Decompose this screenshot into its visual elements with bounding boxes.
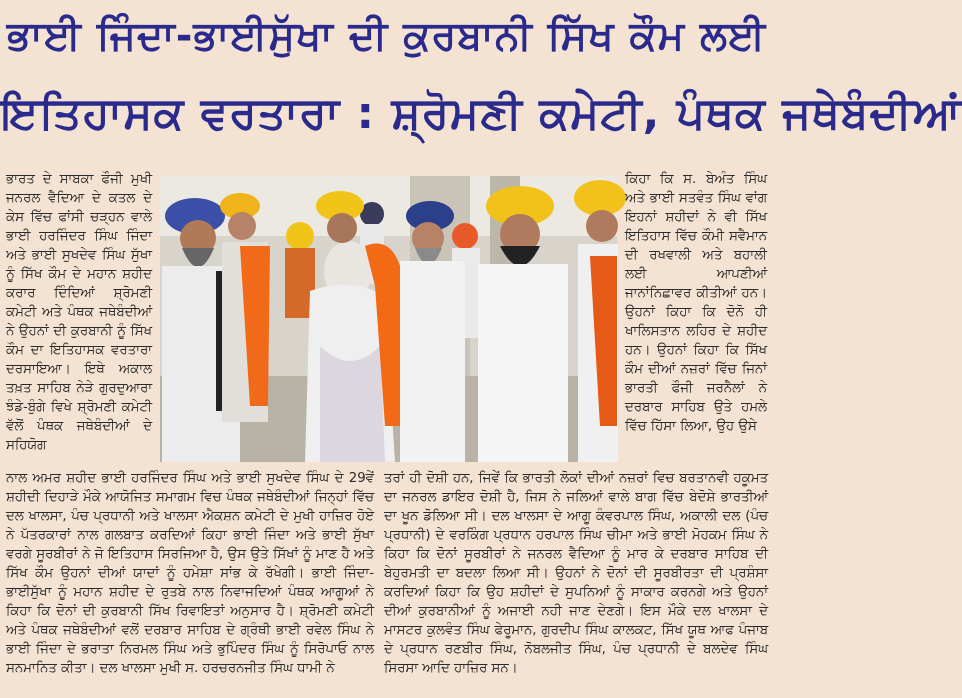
article-column-right: ਕਿਹਾ ਕਿ ਸ. ਬੇਅੰਤ ਸਿੰਘ ਅਤੇ ਭਾਈ ਸਤਵੰਤ ਸਿੰਘ ਵਾਂਗ ਇਹਨਾਂ ਸ਼ਹੀਦਾਂ ਨੇ ਵੀ ਸਿੱਖ ਇਤਿਹਾਸ ਵਿੱਚ ਕੌਮੀ ਸਵੈਮਾਨ ਦੀ ਰਖਵਾਲੀ ਅਤੇ ਬਹਾਲੀ ਲਈ ਆਪਣੀਆਂ ਜਾਨਾਂਨਿਛਾਵਰ ਕੀਤੀਆਂ ਹਨ। ਉਹਨਾਂ ਕਿਹਾ ਕਿ ਦੋਨੋ ਹੀ ਖਾਲਿਸਤਾਨ ਲਹਿਰ ਦੇ ਸ਼ਹੀਦ ਹਨ। ਉਹਨਾਂ ਕਿਹਾ ਕਿ ਸਿੱਖ ਕੌਮ ਦੀਆਂ ਨਜ਼ਰਾਂ ਵਿੱਚ ਜਿਨਾਂ ਭਾਰਤੀ ਫੌਜੀ ਜਰਨੈਲਾਂ ਨੇ ਦਰਬਾਰ ਸਾਹਿਬ ਉਤੇ ਹਮਲੇ ਵਿੱਚ ਹਿੱਸਾ ਲਿਆ, ਉਹ ਉਸੇ xyxy=(625,172,767,434)
headline-line-1: ਭਾਈ ਜਿੰਦਾ-ਭਾਈਸੁੱਖਾ ਦੀ ਕੁਰਬਾਨੀ ਸਿੱਖ ਕੌਮ ਲਈ xyxy=(6,13,767,59)
article-column-left: ਭਾਰਤ ਦੇ ਸਾਬਕਾ ਫੌਜੀ ਮੁਖੀ ਜਨਰਲ ਵੈਦਿਆ ਦੇ ਕਤਲ ਦੇ ਕੇਸ ਵਿੱਚ ਫਾਂਸੀ ਚੜ੍ਹਨ ਵਾਲੇ ਭਾਈ ਹਰਜਿੰਦਰ ਸਿੰਘ ਜਿੰਦਾ ਅਤੇ ਭਾਈ ਸੁਖਦੇਵ ਸਿੰਘ ਸੁੱਖਾ ਨੂੰ ਸਿੱਖ ਕੌਮ ਦੇ ਮਹਾਨ ਸ਼ਹੀਦ ਕਰਾਰ ਦਿੰਦਿਆਂ ਸ਼੍ਰੋਮਣੀ ਕਮੇਟੀ ਅਤੇ ਪੰਥਕ ਜਥੇਬੰਦੀਆਂ ਨੇ ਉਹਨਾਂ ਦੀ ਕੁਰਬਾਨੀ ਨੂੰ ਸਿੱਖ ਕੌਮ ਦਾ ਇਤਿਹਾਸਕ ਵਰਤਾਰਾ ਦਰਸਾਇਆ। ਇਥੇ ਅਕਾਲ ਤਖ਼ਤ ਸਾਹਿਬ ਨੇੜੇ ਗੁਰਦੁਆਰਾ ਝੰਡੇ-ਬੁੰਗੇ ਵਿਖੇ ਸ਼੍ਰੋਮਣੀ ਕਮੇਟੀ ਵੱਲੋਂ ਪੰਥਕ ਜਥੇਬੰਦੀਆਂ ਦੇ ਸਹਿਯੋਗ xyxy=(6,172,152,453)
article-column-bottom-left: ਨਾਲ ਅਮਰ ਸ਼ਹੀਦ ਭਾਈ ਹਰਜਿੰਦਰ ਸਿੰਘ ਅਤੇ ਭਾਈ ਸੁਖਦੇਵ ਸਿੰਘ ਦੇ 29ਵੇਂ ਸ਼ਹੀਦੀ ਦਿਹਾੜੇ ਮੌਕੇ ਆਯੋਜਿਤ ਸਮਾਗਮ ਵਿਚ ਪੰਥਕ ਜਥੇਬੰਦੀਆਂ ਜਿਨ੍ਹਾਂ ਵਿੱਚ ਦਲ ਖਾਲਸਾ, ਪੰਚ ਪ੍ਰਧਾਨੀ ਅਤੇ ਖਾਲਸਾ ਐਕਸ਼ਨ ਕਮੇਟੀ ਦੇ ਮੁਖੀ ਹਾਜ਼ਿਰ ਹੋਏ ਨੇ ਪੱਤਰਕਾਰਾਂ ਨਾਲ ਗਲਬਾਤ ਕਰਦਿਆਂ ਕਿਹਾ ਭਾਈ ਜਿੰਦਾ ਅਤੇ ਭਾਈ ਸੁੱਖਾ ਵਰਗੇ ਸੂਰਬੀਰਾਂ ਨੇ ਜੋ ਇਤਿਹਾਸ ਸਿਰਜਿਆ ਹੈ, ਉਸ ਉਤੇ ਸਿੱਖਾਂ ਨੂੰ ਮਾਣ ਹੈ ਅਤੇ ਸਿੱਖ ਕੌਮ ਉਹਨਾਂ ਦੀਆਂ ਯਾਦਾਂ ਨੂੰ ਹਮੇਸ਼ਾ ਸਾਂਭ ਕੇ ਰੱਖੇਗੀ। ਭਾਈ ਜਿੰਦਾ-ਭਾਈਸੁੱਖਾ ਨੂੰ ਮਹਾਨ ਸ਼ਹੀਦ ਦੇ ਰੁਤਬੇ ਨਾਲ ਨਿਵਾਜਦਿਆਂ ਪੰਥਕ ਆਗੂਆਂ ਨੇ ਕਿਹਾ ਕਿ ਦੋਨਾਂ ਦੀ ਕੁਰਬਾਨੀ ਸਿੱਖ ਰਿਵਾਇਤਾਂ ਅਨੁਸਾਰ ਹੈ। ਸ਼੍ਰੋਮਣੀ ਕਮੇਟੀ ਅਤੇ ਪੰਥਕ ਜਥੇਬੰਦੀਆਂ ਵਲੋਂ ਦਰਬਾਰ ਸਾਹਿਬ ਦੇ ਗ੍ਰੰਥੀ ਭਾਈ ਰਵੇਲ ਸਿੰਘ ਨੇ ਭਾਈ ਜਿੰਦਾ ਦੇ ਭਰਾਤਾ ਨਿਰਮਲ ਸਿੰਘ ਅਤੇ ਭੁਪਿੰਦਰ ਸਿੰਘ ਨੂੰ ਸਿਰੋਪਾਓ ਨਾਲ ਸਨਮਾਨਿਤ ਕੀਤਾ। ਦਲ ਖਾਲਸਾ ਮੁਖੀ ਸ. ਹਰਚਰਨਜੀਤ ਸਿੰਘ ਧਾਮੀ ਨੇ xyxy=(6,471,374,676)
photo-illustration xyxy=(160,176,617,462)
article-column-bottom-right: ਤਰਾਂ ਹੀ ਦੋਸ਼ੀ ਹਨ, ਜਿਵੇਂ ਕਿ ਭਾਰਤੀ ਲੋਕਾਂ ਦੀਆਂ ਨਜ਼ਰਾਂ ਵਿਚ ਬਰਤਾਨਵੀ ਹਕੂਮਤ ਦਾ ਜਨਰਲ ਡਾਇਰ ਦੋਸ਼ੀ ਹੈ, ਜਿਸ ਨੇ ਜਲਿਆਂ ਵਾਲੇ ਬਾਗ ਵਿੱਚ ਬੇਦੋਸ਼ੇ ਭਾਰਤੀਆਂ ਦਾ ਖੂਨ ਡੋਲਿਆ ਸੀ। ਦਲ ਖਾਲਸਾ ਦੇ ਆਗੂ ਕੰਵਰਪਾਲ ਸਿੰਘ, ਅਕਾਲੀ ਦਲ (ਪੰਚ ਪ੍ਰਧਾਨੀ) ਦੇ ਵਰਕਿੰਗ ਪ੍ਰਧਾਨ ਹਰਪਾਲ ਸਿੰਘ ਚੀਮਾ ਅਤੇ ਭਾਈ ਮੋਹਕਮ ਸਿੰਘ ਨੇ ਕਿਹਾ ਕਿ ਦੋਨਾਂ ਸੂਰਬੀਰਾਂ ਨੇ ਜਨਰਲ ਵੈਦਿਆ ਨੂੰ ਮਾਰ ਕੇ ਦਰਬਾਰ ਸਾਹਿਬ ਦੀ ਬੇਹੁਰਮਤੀ ਦਾ ਬਦਲਾ ਲਿਆ ਸੀ। ਉਹਨਾਂ ਨੇ ਦੋਨਾਂ ਦੀ ਸੂਰਬੀਰਤਾ ਦੀ ਪ੍ਰਸ਼ੰਸਾ ਕਰਦਿਆਂ ਕਿਹਾ ਕਿ ਉਹ ਸ਼ਹੀਦਾਂ ਦੇ ਸੁਪਨਿਆਂ ਨੂੰ ਸਾਕਾਰ ਕਰਨਗੇ ਅਤੇ ਉਹਨਾਂ ਦੀਆਂ ਕੁਰਬਾਨੀਆਂ ਨੂੰ ਅਜਾਈ ਨਹੀ ਜਾਣ ਦੇਣਗੇ। ਇਸ ਮੌਕੇ ਦਲ ਖਾਲਸਾ ਦੇ ਮਾਸਟਰ ਕੁਲਵੰਤ ਸਿੰਘ ਫੇਰੂਮਾਨ, ਗੁਰਦੀਪ ਸਿੰਘ ਕਾਲਕਟ, ਸਿੱਖ ਯੂਥ ਆਫ ਪੰਜਾਬ ਦੇ ਪ੍ਰਧਾਨ ਰਣਬੀਰ ਸਿੰਘ, ਨੋਬਲਜੀਤ ਸਿੰਘ, ਪੰਚ ਪ੍ਰਧਾਨੀ ਦੇ ਬਲਦੇਵ ਸਿੰਘ ਸਿਰਸਾ ਆਦਿ ਹਾਜ਼ਿਰ ਸਨ। xyxy=(384,471,768,676)
headline-line-2: ਇਤਿਹਾਸਕ ਵਰਤਾਰਾ : ਸ਼੍ਰੋਮਣੀ ਕਮੇਟੀ, ਪੰਥਕ ਜਥੇਬੰਦੀਆਂ xyxy=(0,88,962,139)
news-photo xyxy=(160,176,617,462)
